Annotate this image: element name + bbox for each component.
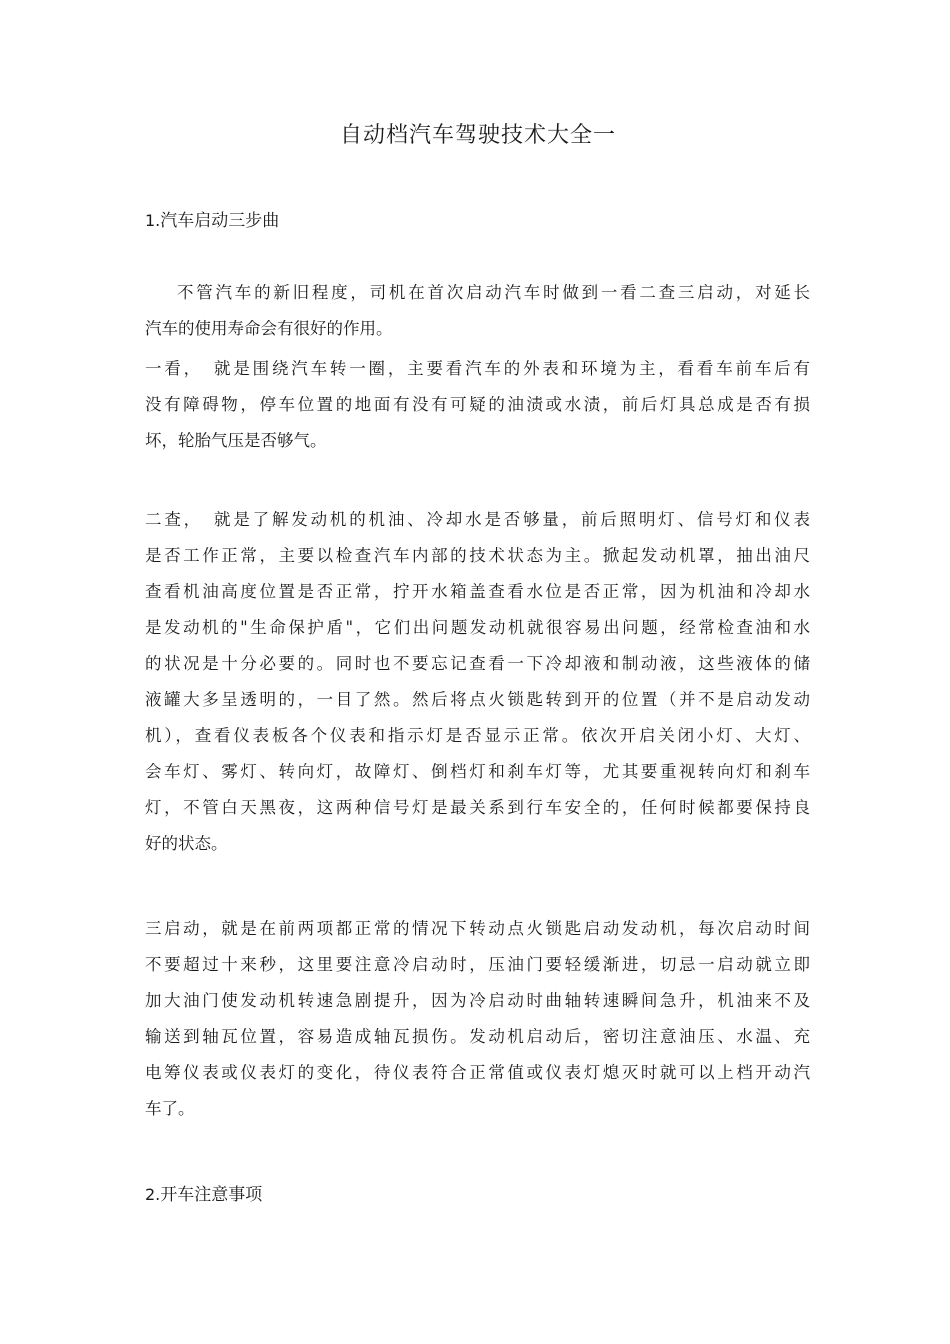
start-line: 车了。 (145, 1099, 195, 1118)
section-title-1: 汽车启动三步曲 (160, 211, 280, 231)
check-line: 液罐大多呈透明的，一目了然。然后将点火锁匙转到开的位置（并不是启动发动 (145, 690, 810, 709)
look-line: 一看， 就是围绕汽车转一圈，主要看汽车的外表和环境为主，看看车前车后有 (145, 359, 810, 378)
start-line: 加大油门使发动机转速急剧提升，因为冷启动时曲轴转速瞬间急升，机油来不及 (145, 991, 810, 1010)
start-paragraph (145, 911, 810, 1127)
intro-line: 汽车的使用寿命会有很好的作用。 (145, 319, 393, 338)
section-heading-1 (145, 206, 279, 231)
section-heading-2 (145, 1180, 262, 1205)
start-line: 输送到轴瓦位置，容易造成轴瓦损伤。发动机启动后，密切注意油压、水温、充 (145, 1027, 810, 1046)
check-line: 会车灯、雾灯、转向灯，故障灯、倒档灯和刹车灯等，尤其要重视转向灯和刹车 (145, 762, 810, 781)
section-number-1: 1. (145, 211, 161, 230)
intro-line: 不管汽车的新旧程度，司机在首次启动汽车时做到一看二查三启动，对延长 (177, 283, 810, 302)
check-line: 灯，不管白天黑夜，这两种信号灯是最关系到行车安全的，任何时候都要保持良 (145, 798, 810, 817)
section-title-2: 开车注意事项 (160, 1185, 263, 1205)
start-line: 三启动，就是在前两项都正常的情况下转动点火锁匙启动发动机，每次启动时间 (145, 919, 810, 938)
check-paragraph (145, 502, 810, 862)
start-line: 不要超过十来秒，这里要注意冷启动时，压油门要轻缓渐进，切忌一启动就立即 (145, 955, 810, 974)
look-line: 没有障碍物，停车位置的地面有没有可疑的油渍或水渍，前后灯具总成是否有损 (145, 395, 810, 414)
document-title: 自动档汽车驾驶技术大全一 (339, 123, 616, 148)
check-line: 是发动机的"生命保护盾"，它们出问题发动机就很容易出问题，经常检查油和水 (145, 618, 810, 637)
intro-paragraph (145, 275, 810, 347)
check-line: 是否工作正常，主要以检查汽车内部的技术状态为主。掀起发动机罩，抽出油尺 (145, 546, 810, 565)
check-line: 机），查看仪表板各个仪表和指示灯是否显示正常。依次开启关闭小灯、大灯、 (145, 726, 810, 745)
check-line: 二查， 就是了解发动机的机油、冷却水是否够量，前后照明灯、信号灯和仪表 (145, 510, 810, 529)
section-number-2: 2. (145, 1185, 161, 1204)
check-line: 的状况是十分必要的。同时也不要忘记查看一下冷却液和制动液，这些液体的储 (145, 654, 810, 673)
check-line: 查看机油高度位置是否正常，拧开水箱盖查看水位是否正常，因为机油和冷却水 (145, 582, 810, 601)
start-line: 电筹仪表或仪表灯的变化，待仪表符合正常值或仪表灯熄灭时就可以上档开动汽 (145, 1063, 810, 1082)
look-line: 坏，轮胎气压是否够气。 (145, 431, 327, 450)
check-line: 好的状态。 (145, 834, 228, 853)
look-paragraph (145, 351, 810, 459)
